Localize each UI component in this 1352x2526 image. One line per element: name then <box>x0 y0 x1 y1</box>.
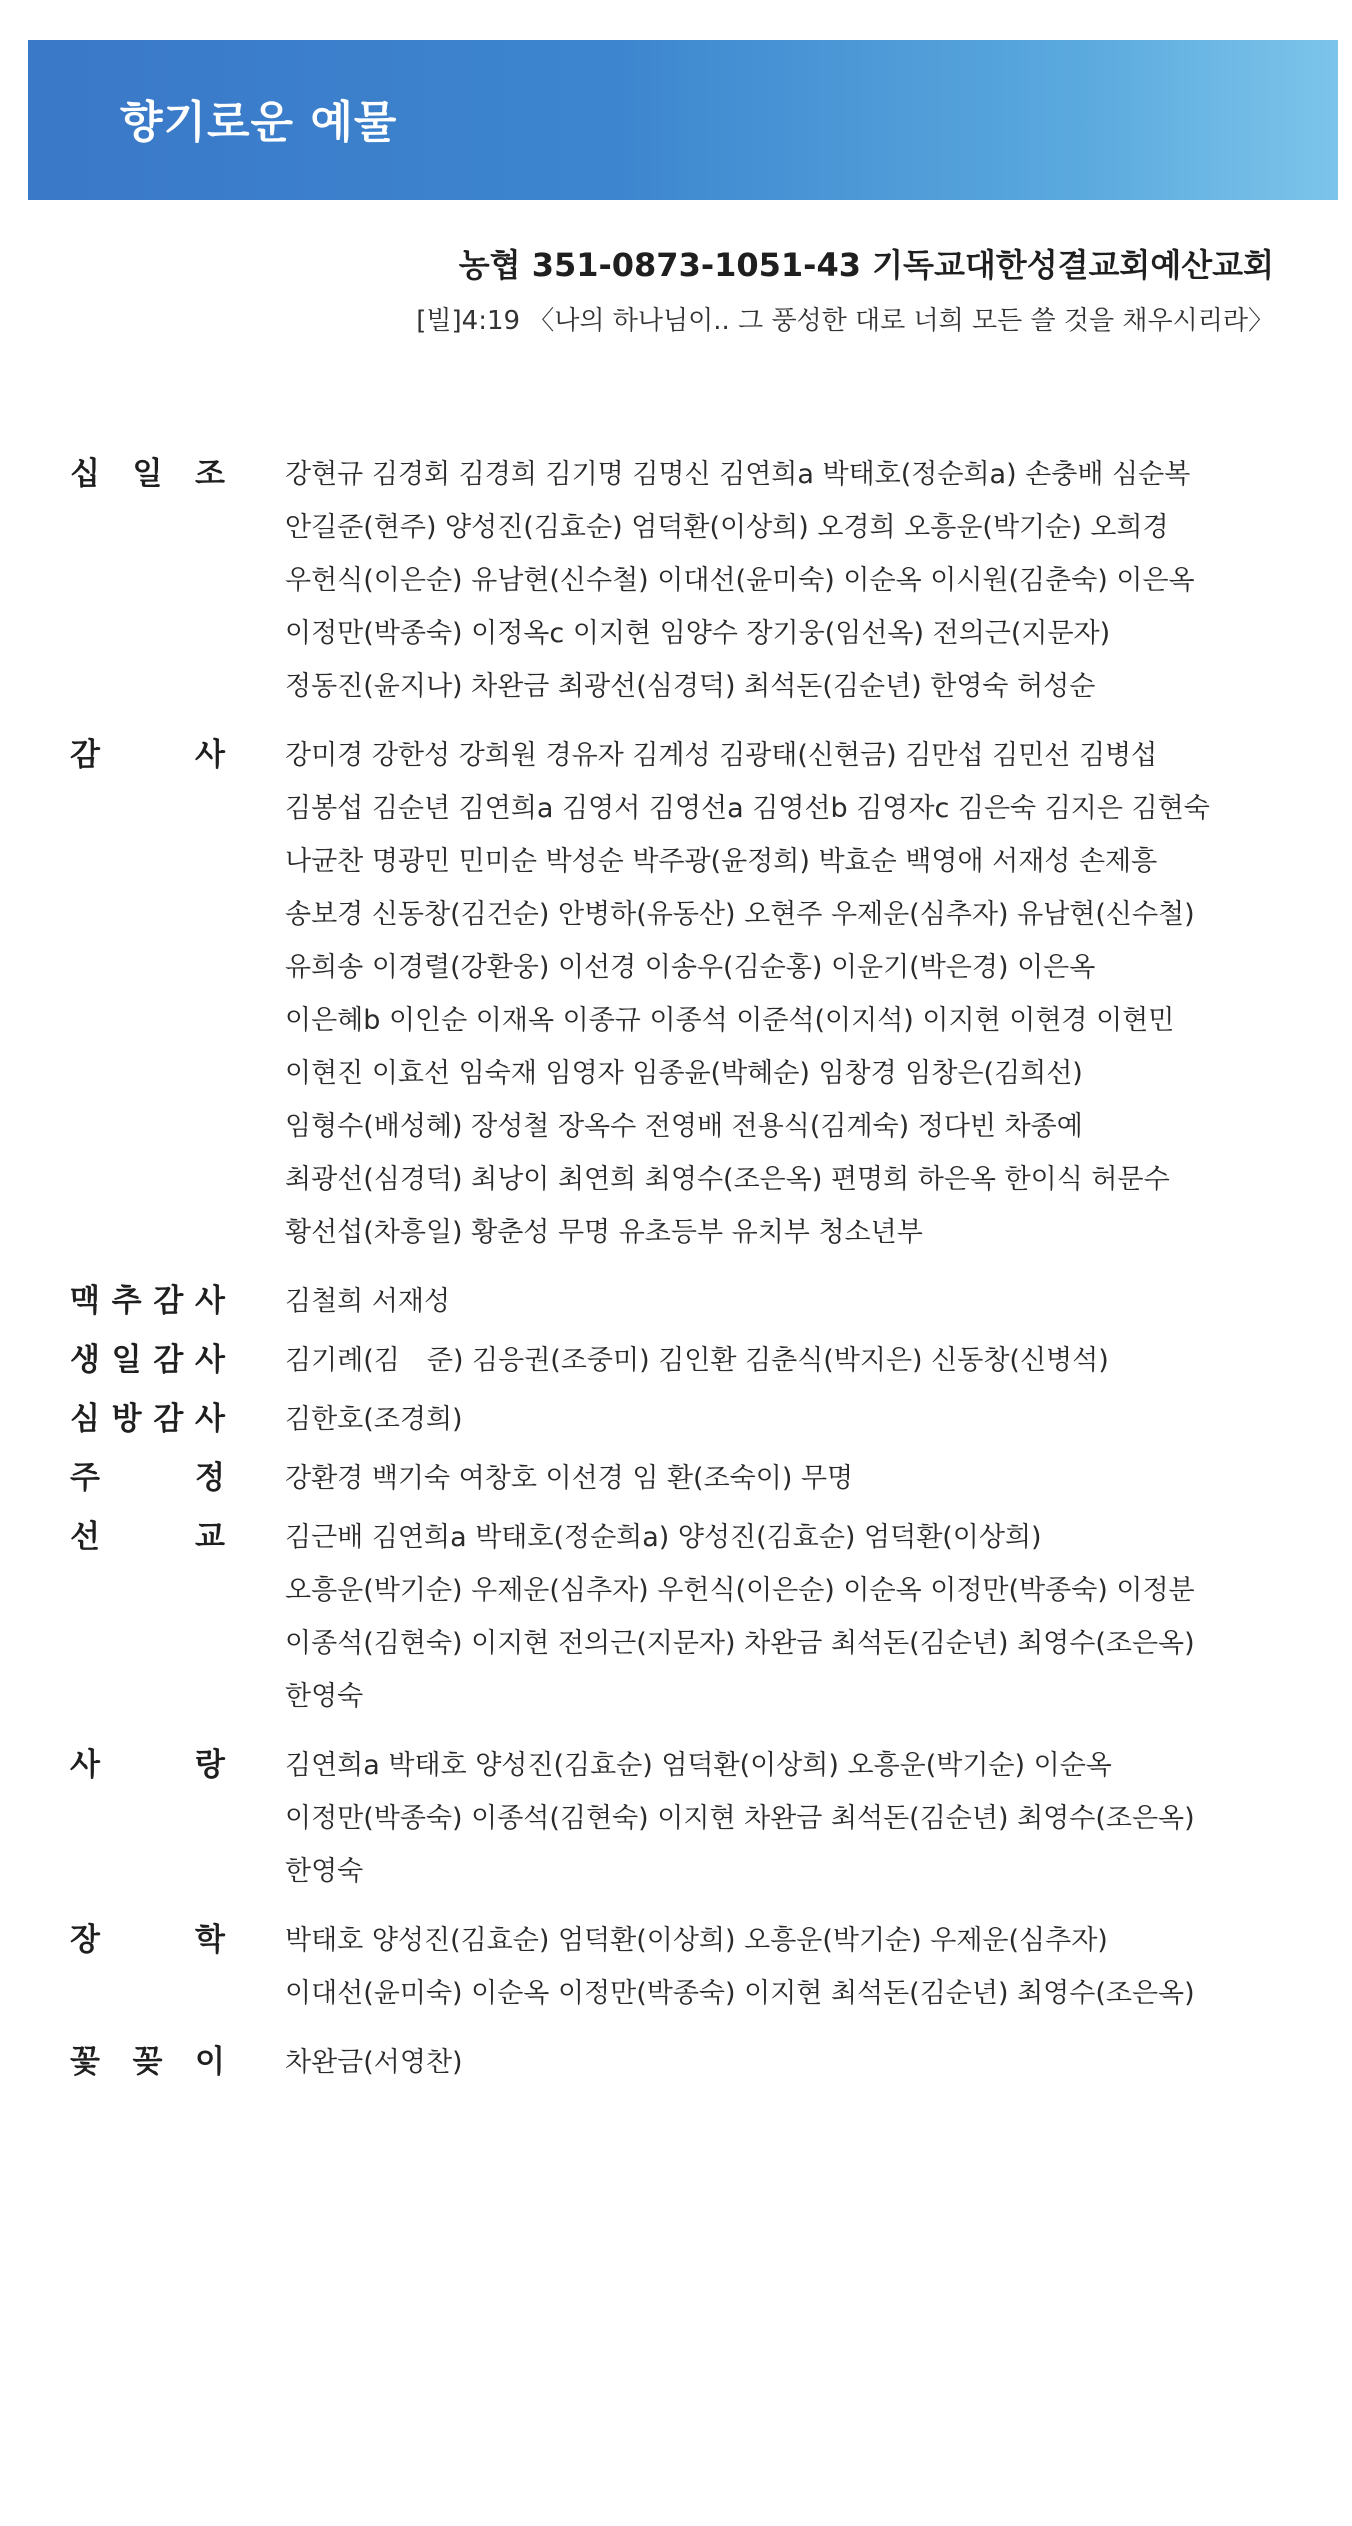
donor-names-line: 강환경 백기숙 여창호 이선경 임 환(조숙이) 무명 <box>285 1463 854 1494</box>
category-label <box>70 1334 225 1387</box>
donor-names-line: 김기례(김 준) 김응권(조중미) 김인환 김춘식(박지은) 신동창(신병석) <box>285 1345 1109 1376</box>
donor-names-line: 우헌식(이은순) 유남현(신수철) 이대선(윤미숙) 이순옥 이시원(김춘숙) 이은옥 <box>285 565 1195 596</box>
donor-names-line: 최광선(심경덕) 최낭이 최연희 최영수(조은옥) 편명희 하은옥 한이식 허문수 <box>285 1164 1170 1195</box>
donor-names-line: 오흥운(박기순) 우제운(심추자) 우헌식(이은순) 이순옥 이정만(박종숙) 이정분 <box>285 1575 1195 1606</box>
category-label-char: 추 <box>111 1283 142 1319</box>
donor-names <box>285 2036 1300 2089</box>
donor-names-line: 이현진 이효선 임숙재 임영자 임종윤(박혜순) 임창경 임창은(김희선) <box>285 1058 1083 1089</box>
donor-names <box>285 1511 1300 1723</box>
category-label-char: 교 <box>195 1519 225 1555</box>
donor-names-line: 김근배 김연희a 박태호(정순희a) 양성진(김효순) 엄덕환(이상희) <box>285 1522 1042 1553</box>
donor-names-line: 차완금(서영찬) <box>285 2047 463 2078</box>
offering-categories <box>70 448 1300 2089</box>
donor-names-line: 한영숙 <box>285 1856 364 1887</box>
donor-names-line: 강미경 강한성 강희원 경유자 김계성 김광태(신현금) 김만섭 김민선 김병섭 <box>285 740 1158 771</box>
category-label-char: 조 <box>195 456 225 492</box>
category-label-char: 사 <box>70 1747 100 1783</box>
category-label <box>70 1511 225 1564</box>
donor-names <box>285 1275 1300 1328</box>
donor-names-line: 송보경 신동창(김건순) 안병하(유동산) 오현주 우제운(심추자) 유남현(신수철) <box>285 899 1195 930</box>
category-label-char: 십 <box>70 456 100 492</box>
category-label-char: 생 <box>70 1342 100 1378</box>
donor-names-line: 이정만(박종숙) 이종석(김현숙) 이지현 차완금 최석돈(김순년) 최영수(조은옥) <box>285 1803 1195 1834</box>
donor-names-line: 김봉섭 김순년 김연희a 김영서 김영선a 김영선b 김영자c 김은숙 김지은 김현숙 <box>285 793 1210 824</box>
category-label-char: 일 <box>111 1342 142 1378</box>
category-spacer <box>70 2020 1300 2036</box>
donor-names-line: 강현규 김경회 김경희 김기명 김명신 김연희a 박태호(정순희a) 손충배 심순복 <box>285 459 1191 490</box>
category-label-char: 감 <box>70 737 100 773</box>
category-label-char: 감 <box>153 1342 184 1378</box>
category-label <box>70 2036 225 2089</box>
category-spacer <box>70 1723 1300 1739</box>
category-label-char: 학 <box>195 1922 225 1958</box>
category-label-char: 방 <box>111 1401 142 1437</box>
donor-names-line: 임형수(배성혜) 장성철 장옥수 전영배 전용식(김계숙) 정다빈 차종예 <box>285 1111 1083 1142</box>
category-label-char: 정 <box>195 1460 225 1496</box>
category-spacer <box>70 713 1300 729</box>
donor-names-line: 정동진(윤지나) 차완금 최광선(심경덕) 최석돈(김순년) 한영숙 허성순 <box>285 671 1096 702</box>
category-label <box>70 1739 225 1792</box>
offering-category <box>70 1334 1300 1387</box>
donor-names-line: 한영숙 <box>285 1681 364 1712</box>
category-label-char: 장 <box>70 1922 100 1958</box>
donor-names-line: 유희송 이경렬(강환웅) 이선경 이송우(김순홍) 이운기(박은경) 이은옥 <box>285 952 1096 983</box>
category-label-char: 맥 <box>70 1283 100 1319</box>
category-label-char: 이 <box>195 2044 225 2080</box>
category-label-char: 사 <box>195 1342 225 1378</box>
offering-category <box>70 729 1300 1259</box>
donor-names <box>285 1452 1300 1505</box>
donor-names <box>285 448 1300 713</box>
category-label-char: 사 <box>195 1283 225 1319</box>
offering-category <box>70 1739 1300 1898</box>
bank-account-line: 농협 351-0873-1051-43 기독교대한성결교회예산교회 <box>458 246 1274 284</box>
category-label-char: 랑 <box>195 1747 225 1783</box>
offering-category <box>70 1393 1300 1446</box>
header-banner <box>28 40 1338 200</box>
donor-names-line: 이종석(김현숙) 이지현 전의근(지문자) 차완금 최석돈(김순년) 최영수(조은옥) <box>285 1628 1195 1659</box>
category-label-char: 감 <box>153 1401 184 1437</box>
offering-category <box>70 1914 1300 2020</box>
category-spacer <box>70 1898 1300 1914</box>
category-label-char: 사 <box>195 737 225 773</box>
donor-names-line: 안길준(현주) 양성진(김효순) 엄덕환(이상희) 오경희 오흥운(박기순) 오희경 <box>285 512 1169 543</box>
scripture-verse: [빌]4:19 〈나의 하나님이.. 그 풍성한 대로 너희 모든 쓸 것을 채우시리라〉 <box>416 306 1274 336</box>
donor-names-line: 김철희 서재성 <box>285 1286 451 1317</box>
category-label-char: 꽃 <box>70 2044 100 2080</box>
category-label <box>70 1393 225 1446</box>
donor-names-line: 황선섭(차흥일) 황춘성 무명 유초등부 유치부 청소년부 <box>285 1217 923 1248</box>
donor-names <box>285 1914 1300 2020</box>
category-label-char: 꽂 <box>132 2044 163 2080</box>
donor-names <box>285 1334 1300 1387</box>
donor-names-line: 이은혜b 이인순 이재옥 이종규 이종석 이준석(이지석) 이지현 이현경 이현민 <box>285 1005 1175 1036</box>
offering-category <box>70 1275 1300 1328</box>
donor-names <box>285 729 1300 1259</box>
donor-names-line: 김한호(조경희) <box>285 1404 463 1435</box>
donor-names <box>285 1739 1300 1898</box>
category-label-char: 사 <box>195 1401 225 1437</box>
category-label-char: 일 <box>132 456 163 492</box>
category-label <box>70 729 225 782</box>
donor-names-line: 이대선(윤미숙) 이순옥 이정만(박종숙) 이지현 최석돈(김순년) 최영수(조은옥) <box>285 1978 1195 2009</box>
offering-category <box>70 448 1300 713</box>
page-title: 향기로운 예물 <box>120 97 398 148</box>
offering-category <box>70 1452 1300 1505</box>
category-spacer <box>70 1259 1300 1275</box>
category-label <box>70 448 225 501</box>
category-label-char: 선 <box>70 1519 100 1555</box>
donor-names-line: 박태호 양성진(김효순) 엄덕환(이상희) 오흥운(박기순) 우제운(심추자) <box>285 1925 1108 1956</box>
donor-names-line: 이정만(박종숙) 이정옥c 이지현 임양수 장기웅(임선옥) 전의근(지문자) <box>285 618 1111 649</box>
category-label <box>70 1452 225 1505</box>
donor-names-line: 김연희a 박태호 양성진(김효순) 엄덕환(이상희) 오흥운(박기순) 이순옥 <box>285 1750 1112 1781</box>
category-label <box>70 1914 225 1967</box>
donor-names-line: 나균찬 명광민 민미순 박성순 박주광(윤정희) 박효순 백영애 서재성 손제흥 <box>285 846 1158 877</box>
category-label-char: 주 <box>70 1460 100 1496</box>
offering-category <box>70 2036 1300 2089</box>
category-label-char: 심 <box>70 1401 100 1437</box>
category-label <box>70 1275 225 1328</box>
offering-category <box>70 1511 1300 1723</box>
category-label-char: 감 <box>153 1283 184 1319</box>
donor-names <box>285 1393 1300 1446</box>
